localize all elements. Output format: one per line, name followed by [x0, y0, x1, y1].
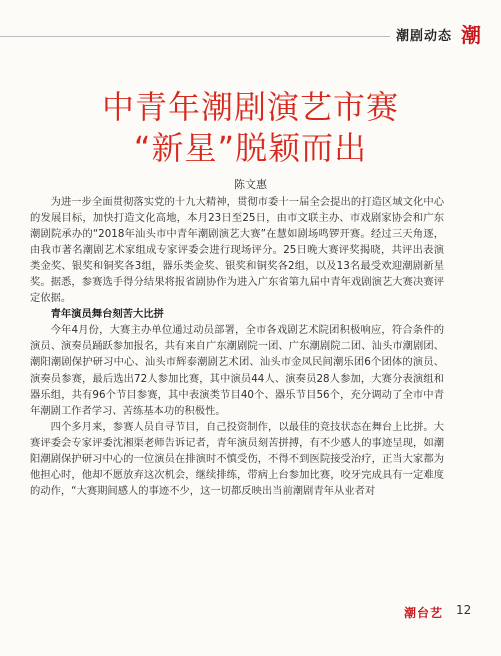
- page-number: 12: [456, 603, 472, 617]
- article-title-line2: “新星”脱颖而出: [133, 129, 368, 167]
- section-subheading: 青年演员舞台刻苦大比拼: [50, 308, 164, 321]
- section-label: 潮剧动态: [396, 29, 453, 44]
- header-rule: [0, 36, 390, 37]
- article-body: [30, 194, 444, 499]
- article-author: 陈文惠: [234, 178, 267, 191]
- page-header: [0, 20, 501, 54]
- body-paragraph: 为进一步全面贯彻落实党的十九大精神，贯彻市委十一届全会提出的打造区域文化中心的发展目标，加快打造文化高地，本月23日至25日，由市文联主办、市戏剧家协会和广东潮剧院承办的“2018年汕头市中青年潮剧演艺大赛”在慧如剧场鸣锣开赛。经过三天角逐，由我市著名潮剧艺术家组成专家评委会进行现场评分。25日晚大赛评奖揭晓，共评出表演类金奖、银奖和铜奖各3组，器乐类金奖、银奖和铜奖各2组，以及13名最受欢迎潮剧新星奖。据悉，参赛选手得分结果将报省剧协作为进入广东省第九届中青年戏剧演艺大赛决赛评定依据。: [30, 196, 444, 305]
- body-paragraph: 今年4月份，大赛主办单位通过动员部署，全市各戏剧艺术院团积极响应，符合条件的演员、演奏员踊跃参加报名，共有来自广东潮剧院一团、广东潮剧院二团、汕头市潮剧团、潮阳潮剧保护研习中心、汕头市辉泰潮剧艺术团、汕头市金凤民间潮乐团6个团体的演员、演奏员参赛，最后选出72人参加比赛，其中演员44人、演奏员28人参加，大赛分表演组和器乐组，共有96个节目参赛，其中表演类节目40个、器乐节目56个，充分调动了全市中青年潮剧工作者学习、苦练基本功的积极性。: [30, 324, 444, 417]
- section-seal-logo: 潮: [461, 23, 481, 47]
- body-paragraph: 四个多月来，参赛人员自寻节目，自己投资制作，以最佳的竞技状态在舞台上比拼。大赛评委会专家评委沈湘渠老师告诉记者，青年演员刻苦拼搏，有不少感人的事迹呈现，如潮阳潮剧保护研习中心的一位演员在排演时不慎受伤，不得不到医院接受治疗，正当大家都为他担心时，他却不愿放弃这次机会，继续排练，带病上台参加比赛，咬牙完成具有一定难度的动作，“大赛期间感人的事迹不少，这一切都反映出当前潮剧青年从业者对: [30, 420, 444, 497]
- magazine-logo: 潮台艺: [404, 606, 444, 620]
- article-title-line1: 中青年潮剧演艺市赛: [101, 88, 399, 126]
